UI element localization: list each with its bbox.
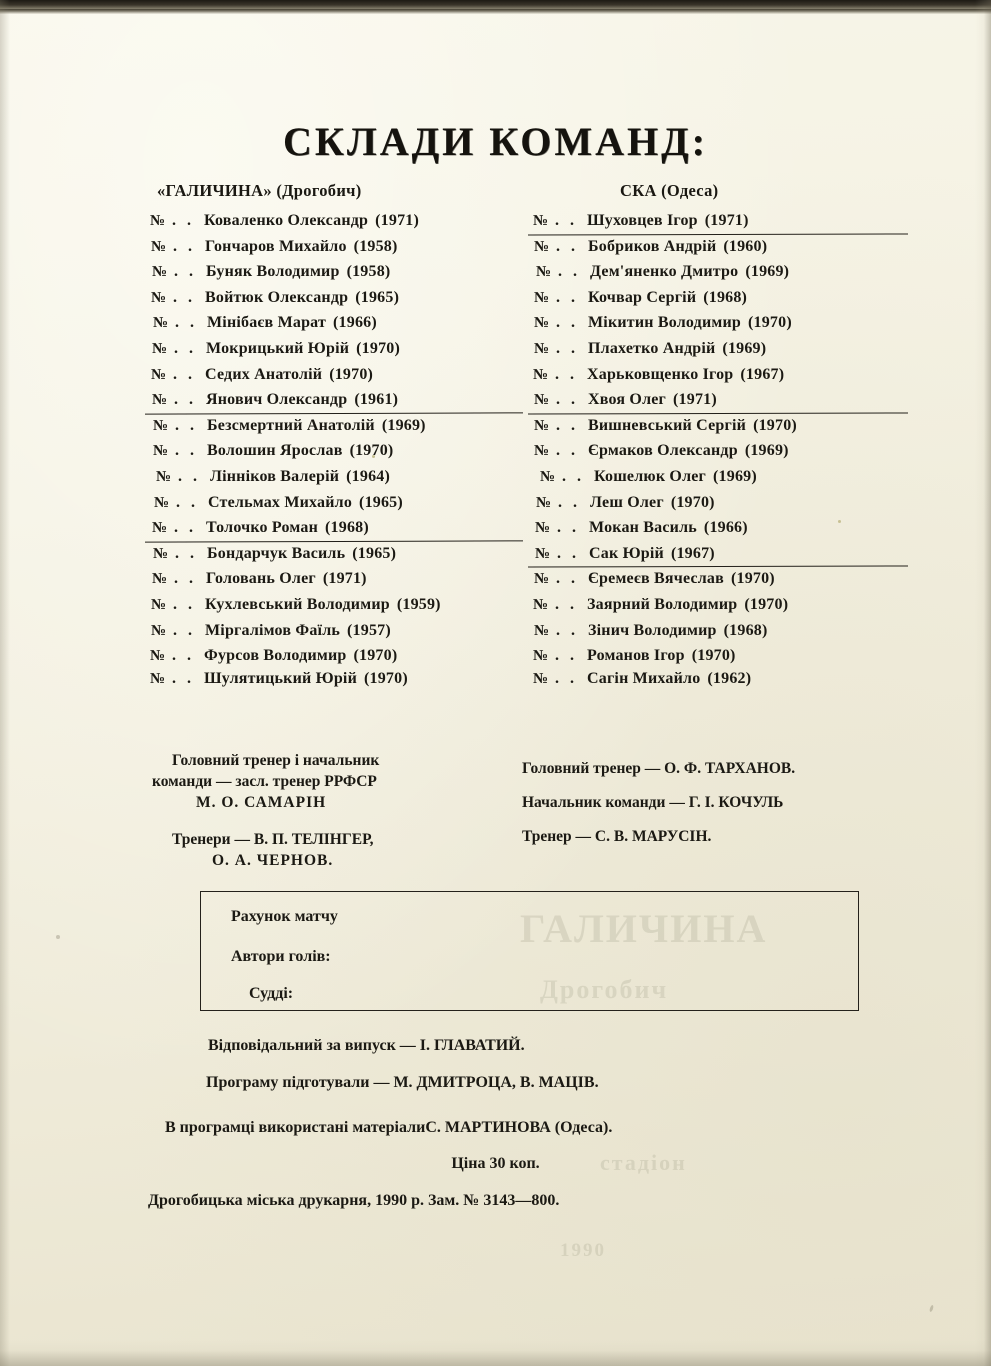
- player-number-blank: ..: [174, 263, 204, 281]
- player-birth-year: (1966): [333, 314, 377, 332]
- player-name: Кочвар Сергій: [588, 288, 697, 306]
- player-number-blank: ..: [555, 647, 585, 665]
- player-birth-year: (1971): [375, 212, 420, 229]
- staff-home-coach-2: О. А. ЧЕРНОВ.: [212, 852, 334, 869]
- bleed-through-text: Дрогобич: [540, 975, 669, 1004]
- staff-home: [152, 750, 512, 871]
- footer-prepared-by: Програму підготували — М. ДМИТРОЦА, В. МАЦІВ.: [206, 1074, 599, 1091]
- player-birth-year: (1960): [723, 237, 768, 255]
- player-row: [533, 494, 905, 520]
- player-name: Волошин Ярослав: [207, 442, 343, 460]
- player-birth-year: (1970): [748, 314, 792, 332]
- player-number-symbol: №: [150, 671, 166, 688]
- player-number-symbol: №: [153, 417, 169, 434]
- player-number-symbol: №: [150, 648, 166, 665]
- player-birth-year: (1964): [346, 467, 391, 485]
- player-birth-year: (1970): [356, 339, 400, 357]
- player-birth-year: (1970): [364, 670, 408, 688]
- player-row: [533, 622, 905, 648]
- player-birth-year: (1962): [707, 670, 752, 688]
- player-number-blank: ..: [174, 391, 204, 409]
- player-number-blank: ..: [558, 493, 588, 511]
- player-name: Сагін Михайло: [587, 670, 701, 688]
- player-name: Мікитин Володимир: [588, 314, 741, 332]
- player-number-blank: ..: [175, 442, 205, 460]
- player-row: [150, 212, 525, 238]
- player-number-symbol: №: [534, 443, 550, 460]
- player-birth-year: (1958): [353, 237, 398, 255]
- player-number-symbol: №: [152, 392, 168, 409]
- player-number-blank: ..: [174, 519, 204, 537]
- player-birth-year: (1968): [723, 621, 768, 639]
- player-number-blank: ..: [562, 467, 592, 485]
- player-number-blank: ..: [172, 212, 202, 229]
- player-row: [533, 238, 905, 264]
- player-row: [150, 442, 525, 468]
- player-birth-year: (1965): [355, 288, 400, 306]
- player-number-symbol: №: [534, 315, 550, 332]
- player-name: Шулятицький Юрій: [204, 670, 357, 688]
- player-number-blank: ..: [555, 595, 585, 613]
- player-number-blank: ..: [173, 621, 203, 639]
- player-name: Хвоя Олег: [588, 391, 667, 409]
- player-number-symbol: №: [154, 494, 170, 511]
- staff-home-line2: команди — засл. тренер РРФСР: [152, 773, 377, 790]
- player-birth-year: (1966): [703, 519, 748, 537]
- player-number-blank: ..: [176, 493, 206, 511]
- player-name: Бобриков Андрій: [588, 237, 717, 255]
- player-birth-year: (1969): [722, 339, 767, 357]
- player-row: [150, 417, 525, 443]
- player-number-symbol: №: [534, 392, 550, 409]
- player-number-blank: ..: [557, 544, 587, 562]
- player-number-symbol: №: [535, 520, 551, 537]
- staff-away-coach: Тренер — С. В. МАРУСІН.: [522, 828, 712, 845]
- player-name: Войтюк Олександр: [205, 288, 349, 306]
- player-number-blank: ..: [173, 288, 203, 306]
- player-row: [150, 289, 525, 315]
- player-birth-year: (1965): [359, 493, 403, 511]
- player-number-blank: ..: [178, 467, 208, 485]
- player-number-symbol: №: [151, 366, 167, 383]
- player-name: Леш Олег: [590, 493, 664, 511]
- player-name: Єремеєв Вячеслав: [588, 570, 724, 588]
- player-number-blank: ..: [558, 263, 588, 281]
- player-row: [533, 647, 905, 670]
- player-row: [533, 442, 905, 468]
- player-birth-year: (1970): [730, 570, 775, 588]
- bleed-through-text: ГАЛИЧИНА: [520, 906, 768, 951]
- player-number-symbol: №: [534, 622, 550, 639]
- player-name: Харьковщенко Ігор: [587, 365, 734, 383]
- player-name: Толочко Роман: [206, 519, 319, 537]
- player-birth-year: (1970): [691, 647, 736, 665]
- player-birth-year: (1969): [713, 467, 757, 485]
- player-row: [533, 366, 905, 392]
- player-row: [150, 670, 525, 693]
- player-number-blank: ..: [556, 237, 586, 255]
- player-birth-year: (1959): [396, 595, 441, 613]
- staff-home-coaches: Тренери — В. П. ТЕЛІНГЕР,: [172, 831, 374, 848]
- player-name: Романов Ігор: [587, 647, 685, 665]
- player-birth-year: (1967): [670, 544, 715, 562]
- player-row: [150, 622, 525, 648]
- player-name: Дем'яненко Дмитро: [590, 263, 739, 281]
- player-number-symbol: №: [151, 596, 167, 613]
- footer-price: Ціна 30 коп.: [451, 1155, 540, 1172]
- player-row: [150, 596, 525, 622]
- referees-label: Судді:: [249, 985, 294, 1002]
- player-name: Заярний Володимир: [587, 595, 738, 613]
- staff-home-line1: Головний тренер і начальник: [172, 752, 380, 769]
- player-number-symbol: №: [151, 289, 167, 306]
- player-birth-year: (1969): [745, 263, 790, 281]
- player-number-symbol: №: [536, 264, 552, 281]
- player-birth-year: (1969): [381, 416, 426, 434]
- player-row: [150, 263, 525, 289]
- player-number-blank: ..: [173, 595, 203, 613]
- team-header-home: «ГАЛИЧИНА» (Дрогобич): [157, 181, 362, 200]
- player-birth-year: (1971): [673, 391, 717, 409]
- player-name: Єрмаков Олександр: [588, 442, 738, 460]
- staff-away: [522, 760, 942, 862]
- match-score-label: Рахунок матчу: [231, 908, 338, 925]
- player-number-symbol: №: [534, 289, 550, 306]
- player-number-blank: ..: [174, 339, 204, 357]
- player-number-blank: ..: [556, 288, 586, 306]
- player-name: Буняк Володимир: [206, 263, 340, 281]
- player-row: [150, 570, 525, 596]
- player-row: [533, 340, 905, 366]
- player-row: [150, 314, 525, 340]
- player-birth-year: (1971): [322, 570, 367, 588]
- player-birth-year: (1970): [349, 442, 394, 460]
- match-result-box: [200, 891, 859, 1011]
- player-number-symbol: №: [533, 648, 549, 665]
- player-number-blank: ..: [172, 670, 202, 688]
- player-birth-year: (1970): [753, 416, 797, 434]
- player-number-blank: ..: [174, 570, 204, 588]
- player-birth-year: (1957): [347, 621, 391, 639]
- player-name: Вишневський Сергій: [588, 416, 747, 434]
- player-number-symbol: №: [533, 671, 549, 688]
- player-name: Мінібаєв Марат: [207, 314, 327, 332]
- player-birth-year: (1970): [744, 595, 789, 613]
- player-number-blank: ..: [555, 212, 585, 229]
- player-birth-year: (1970): [329, 365, 374, 383]
- player-name: Кухлевський Володимир: [205, 595, 390, 613]
- player-number-symbol: №: [534, 571, 550, 588]
- player-number-symbol: №: [535, 545, 551, 562]
- player-name: Зінич Володимир: [588, 621, 717, 639]
- player-number-blank: ..: [175, 314, 205, 332]
- staff-away-team-manager: Начальник команди — Г. І. КОЧУЛЬ: [522, 794, 784, 811]
- player-name: Кошелюк Олег: [594, 467, 707, 485]
- player-number-blank: ..: [173, 365, 203, 383]
- staff-home-head-coach-name: М. О. САМАРІН: [196, 794, 327, 811]
- player-name: Сак Юрій: [589, 544, 664, 562]
- player-birth-year: (1968): [703, 288, 748, 306]
- player-name: Коваленко Олександр: [204, 212, 369, 229]
- player-number-blank: ..: [556, 314, 586, 332]
- player-row: [150, 366, 525, 392]
- player-birth-year: (1971): [704, 212, 749, 229]
- player-birth-year: (1961): [354, 391, 399, 409]
- player-name: Янович Олександр: [206, 391, 348, 409]
- player-birth-year: (1965): [352, 544, 397, 562]
- player-number-blank: ..: [556, 416, 586, 434]
- player-row: [150, 340, 525, 366]
- player-number-blank: ..: [172, 647, 202, 665]
- player-number-symbol: №: [151, 622, 167, 639]
- player-birth-year: (1958): [346, 263, 391, 281]
- player-name: Мокрицький Юрій: [206, 339, 350, 357]
- player-name: Плахетко Андрій: [588, 339, 716, 357]
- goal-scorers-label: Автори голів:: [231, 948, 331, 965]
- player-row: [150, 238, 525, 264]
- player-number-blank: ..: [555, 670, 585, 688]
- player-number-symbol: №: [533, 366, 549, 383]
- player-number-blank: ..: [175, 544, 205, 562]
- player-number-blank: ..: [556, 442, 586, 460]
- player-birth-year: (1970): [670, 493, 715, 511]
- player-name: Безсмертний Анатолій: [207, 416, 375, 434]
- player-number-symbol: №: [156, 468, 172, 485]
- player-name: Шуховцев Ігор: [587, 212, 698, 229]
- player-row: [533, 314, 905, 340]
- footer-materials: В програмці використані матеріалиС. МАРТИНОВА (Одеса).: [165, 1119, 613, 1136]
- player-number-symbol: №: [534, 340, 550, 357]
- player-birth-year: (1969): [744, 442, 789, 460]
- player-number-symbol: №: [534, 238, 550, 255]
- player-number-symbol: №: [153, 443, 169, 460]
- player-name: Міргалімов Фаїль: [205, 621, 341, 639]
- player-name: Мокан Василь: [589, 519, 697, 537]
- player-number-blank: ..: [557, 519, 587, 537]
- player-name: Головань Олег: [206, 570, 316, 588]
- player-number-symbol: №: [533, 213, 549, 229]
- player-row: [533, 263, 905, 289]
- player-number-blank: ..: [556, 621, 586, 639]
- player-name: Стельмах Михайло: [208, 493, 353, 511]
- team-header-away: СКА (Одеса): [620, 181, 719, 200]
- player-number-blank: ..: [556, 339, 586, 357]
- footer-responsible: Відповідальний за випуск — І. ГЛАВАТИЙ.: [208, 1037, 525, 1054]
- player-number-symbol: №: [152, 571, 168, 588]
- player-row: [150, 468, 525, 494]
- player-row: [533, 519, 905, 545]
- player-number-symbol: №: [153, 545, 169, 562]
- bleed-through-text: стадіон: [600, 1150, 687, 1175]
- player-row: [150, 545, 525, 571]
- staff-away-head-coach: Головний тренер — О. Ф. ТАРХАНОВ.: [522, 760, 796, 777]
- player-number-symbol: №: [151, 238, 167, 255]
- footer-imprint: Дрогобицька міська друкарня, 1990 р. Зам. № 3143—800.: [148, 1192, 560, 1209]
- player-row: [533, 596, 905, 622]
- roster-away: [533, 212, 905, 693]
- player-name: Гончаров Михайло: [205, 237, 347, 255]
- page-title: СКЛАДИ КОМАНД:: [283, 119, 708, 164]
- player-row: [533, 417, 905, 443]
- player-number-symbol: №: [150, 213, 166, 229]
- player-row: [533, 570, 905, 596]
- player-number-blank: ..: [555, 365, 585, 383]
- player-number-symbol: №: [533, 596, 549, 613]
- player-number-blank: ..: [173, 237, 203, 255]
- roster-home: [150, 212, 525, 693]
- player-row: [150, 647, 525, 670]
- player-name: Седих Анатолій: [205, 365, 323, 383]
- player-number-symbol: №: [534, 417, 550, 434]
- player-number-blank: ..: [556, 391, 586, 409]
- player-number-symbol: №: [152, 520, 168, 537]
- player-name: Лінніков Валерій: [210, 467, 340, 485]
- player-birth-year: (1968): [325, 519, 369, 537]
- player-number-symbol: №: [536, 494, 552, 511]
- player-number-blank: ..: [175, 416, 205, 434]
- player-row: [533, 468, 905, 494]
- player-number-symbol: №: [152, 264, 168, 281]
- player-row: [150, 494, 525, 520]
- player-number-symbol: №: [152, 340, 168, 357]
- player-number-symbol: №: [153, 315, 169, 332]
- player-name: Фурсов Володимир: [204, 647, 347, 665]
- bleed-through-text: 1990: [560, 1240, 606, 1261]
- player-number-blank: ..: [556, 570, 586, 588]
- player-birth-year: (1970): [353, 647, 398, 665]
- player-number-symbol: №: [540, 468, 556, 485]
- player-row: [533, 670, 905, 693]
- player-name: Бондарчук Василь: [207, 544, 346, 562]
- player-birth-year: (1967): [740, 365, 785, 383]
- player-row: [533, 289, 905, 315]
